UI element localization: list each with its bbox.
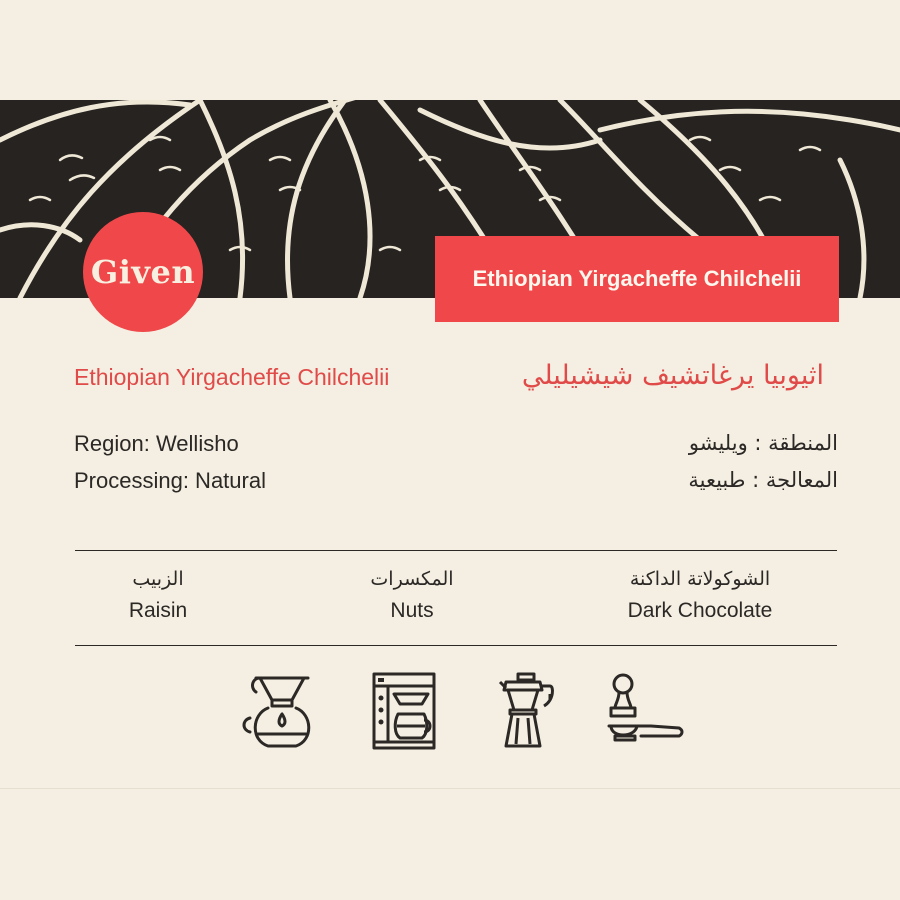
- product-title-box: [435, 236, 839, 322]
- region-en: Region: Wellisho: [74, 431, 239, 456]
- drip-machine-icon: [370, 670, 438, 752]
- brand-logo: Given: [83, 212, 203, 332]
- footer-divider: [0, 788, 900, 789]
- tasting-note-ar: المكسرات: [370, 568, 454, 590]
- tasting-note-dark-chocolate: [580, 568, 820, 623]
- tasting-note-en: Dark Chocolate: [627, 599, 773, 622]
- pour-over-icon: [242, 670, 320, 752]
- tasting-note-nuts: [292, 568, 532, 623]
- espresso-tamper-icon: [605, 670, 685, 752]
- tasting-note-en: Raisin: [128, 599, 188, 622]
- tasting-note-raisin: [38, 568, 278, 623]
- divider-top: [75, 550, 837, 551]
- moka-pot-icon: [496, 670, 558, 752]
- tasting-note-ar: الشوكولاتة الداكنة: [629, 568, 771, 590]
- product-name-en: Ethiopian Yirgacheffe Chilchelii: [74, 364, 390, 390]
- tasting-note-ar: الزبيب: [132, 568, 184, 590]
- processing-en: Processing: Natural: [74, 468, 266, 493]
- divider-bottom: [75, 645, 837, 646]
- product-title: Ethiopian Yirgacheffe Chilchelii: [472, 266, 802, 291]
- tasting-note-en: Nuts: [390, 599, 434, 622]
- product-name-ar: اثيوبيا يرغاتشيف شيشيليلي: [521, 360, 824, 391]
- processing-ar: المعالجة : طبيعية: [688, 468, 838, 492]
- region-ar: المنطقة : ويليشو: [688, 431, 838, 455]
